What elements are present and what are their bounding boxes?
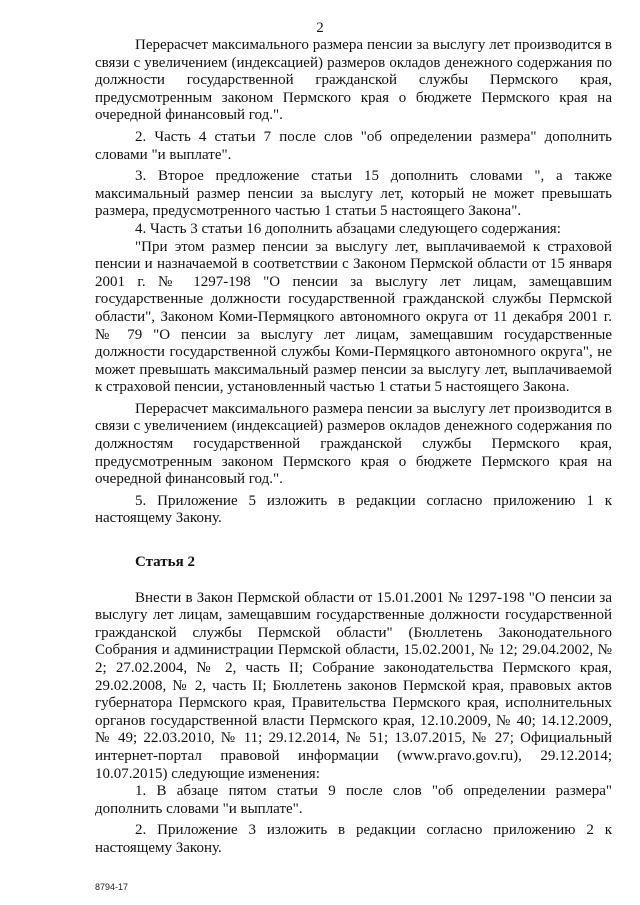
- paragraph-article-item-1: 1. В абзаце пятом статьи 9 после слов "об определении размера" дополнить словами "и выплате".: [95, 783, 612, 817]
- paragraph-quoted-amendment: "При этом размер пенсии за выслугу лет, выплачиваемой к страховой пенсии и назначаемой в соответствии с Законом Пермской области от 15 января 2001 г. № 1297-198 "О пенсии за выслугу лет лицам, замещавшим государственные должности государственной гражданской службы Пермской области", Законом Коми-Пермяцкого автономного округа от 11 декабря 2001 г. № 79 "О пенсии за выслугу лет лицам, замещавшим государственные должности государственной службы Коми-Пермяцкого автономного округа", не может превышать максимальный размер пенсии за выслугу лет, выплачиваемой к страховой пенсии, установленный частью 1 статьи 5 настоящего Закона.: [95, 238, 612, 396]
- paragraph-item-3: 3. Второе предложение статьи 15 дополнить словами ", а также максимальный размер пенсии за выслугу лет, который не может превышать размера, предусмотренного частью 1 статьи 5 настоящего Закона".: [95, 168, 612, 220]
- paragraph-item-4: 4. Часть 3 статьи 16 дополнить абзацами следующего содержания:: [135, 220, 561, 237]
- footer-code: 8794-17: [95, 882, 129, 892]
- document-body: [95, 37, 612, 858]
- paragraph-recalculation-2: Перерасчет максимального размера пенсии за выслугу лет производится в связи с увеличением (индексацией) размеров окладов денежного содержания по должностям государственной гражданской службы Пермского края, предусмотренным законом Пермского края о бюджете Пермского края на очередной финансовый год.".: [95, 400, 612, 488]
- paragraph-item-2: 2. Часть 4 статьи 7 после слов "об определении размера" дополнить словами "и выплате".: [95, 128, 612, 163]
- paragraph-item-5: 5. Приложение 5 изложить в редакции согласно приложению 1 к настоящему Закону.: [95, 492, 612, 527]
- paragraph-article-intro: Внести в Закон Пермской области от 15.01.2001 № 1297-198 "О пенсии за выслугу лет лицам, замещавшим государственные должности государственной гражданской службы Пермской области" (Бюллетень Законодательного Собрания и администрации Пермской области, 15.02.2001, № 12; 29.04.2002, № 2; 27.02.2004, № 2, часть II; Собрание законодательства Пермского края, 29.02.2008, № 2, часть II; Бюллетень законов Пермской края, правовых актов губернатора Пермского края, Правительства Пермского края, исполнительных органов государственной власти Пермского края, 12.10.2009, № 40; 14.12.2009, № 49; 22.03.2010, № 11; 29.12.2014, № 51; 13.07.2015, № 27; Официальный интернет-портал правовой информации (www.pravo.gov.ru), 29.12.2014; 10.07.2015) следующие изменения:: [95, 589, 612, 782]
- page-number: 2: [316, 20, 324, 36]
- article-heading: Статья 2: [135, 554, 195, 571]
- paragraph-article-item-2: 2. Приложение 3 изложить в редакции согласно приложению 2 к настоящему Закону.: [95, 822, 612, 856]
- paragraph-recalculation: Перерасчет максимального размера пенсии за выслугу лет производится в связи с увеличением (индексацией) размеров окладов денежного содержания по должности государственной гражданской службы Пермского края, предусмотренным законом Пермского края о бюджете Пермского края на очередной финансовый год.".: [95, 37, 612, 124]
